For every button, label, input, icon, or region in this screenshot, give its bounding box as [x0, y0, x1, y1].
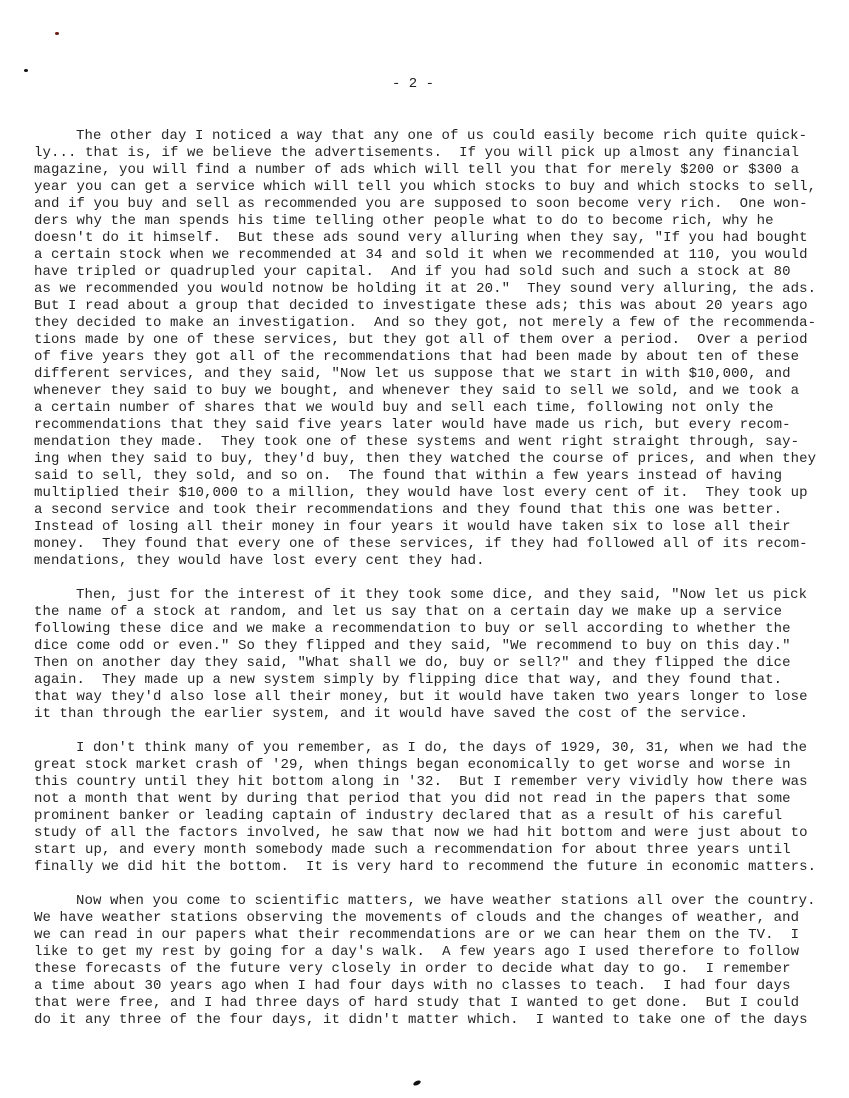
text-line: dice come odd or even." So they flipped and they said, "We recommend to buy on this day."	[34, 638, 791, 654]
text-line: ders why the man spends his time telling other people what to do to become rich, why he	[34, 213, 774, 229]
ink-speck	[55, 32, 59, 35]
text-line: and if you buy and sell as recommended you are supposed to soon become very rich. One won-	[34, 196, 808, 212]
text-line: Then, just for the interest of it they took some dice, and they said, "Now let us pick	[76, 587, 808, 603]
paragraph	[34, 893, 844, 1029]
text-line: great stock market crash of '29, when things began economically to get worse and worse in	[34, 757, 791, 773]
text-line: these forecasts of the future very closely in order to decide what day to go. I remember	[34, 961, 791, 977]
text-line: like to get my rest by going for a day's walk. A few years ago I used therefore to follow	[34, 944, 800, 960]
text-line: the name of a stock at random, and let us say that on a certain day we make up a service	[34, 604, 783, 620]
text-line: a certain stock when we recommended at 34 and sold it when we recommended at 110, you would	[34, 247, 808, 263]
text-line: not a month that went by during that period that you did not read in the papers that some	[34, 791, 791, 807]
text-line: We have weather stations observing the movements of clouds and the changes of weather, and	[34, 910, 800, 926]
text-line: whenever they said to buy we bought, and whenever they said to sell we sold, and we took a	[34, 383, 800, 399]
ink-speck	[24, 69, 28, 72]
text-line: following these dice and we make a recommendation to buy or sell according to whether the	[34, 621, 791, 637]
text-line: mendations, they would have lost every cent they had.	[34, 553, 485, 569]
text-line: again. They made up a new system simply by flipping dice that way, and they found that.	[34, 672, 783, 688]
text-line: mendation they made. They took one of these systems and went right straight through, say-	[34, 434, 800, 450]
text-line: study of all the factors involved, he saw that now we had hit bottom and were just about to	[34, 825, 808, 841]
text-line: as we recommended you would notnow be holding it at 20." They sound very alluring, the ads.	[34, 281, 817, 297]
text-line: recommendations that they said five years later would have made us rich, but every recom-	[34, 417, 791, 433]
text-line: Then on another day they said, "What shall we do, buy or sell?" and they flipped the dice	[34, 655, 791, 671]
text-line: ing when they said to buy, they'd buy, then they watched the course of prices, and when they	[34, 451, 817, 467]
text-line: The other day I noticed a way that any one of us could easily become rich quite quick-	[76, 128, 808, 144]
paragraph	[34, 128, 844, 570]
text-line: this country until they hit bottom along in '32. But I remember very vividly how there was	[34, 774, 808, 790]
text-line: a certain number of shares that we would buy and sell each time, following not only the	[34, 400, 774, 416]
text-line: said to sell, they sold, and so on. The found that within a few years instead of having	[34, 468, 783, 484]
text-line: do it any three of the four days, it didn't matter which. I wanted to take one of the days	[34, 1012, 808, 1028]
text-line: multiplied their $10,000 to a million, they would have lost every cent of it. They took up	[34, 485, 808, 501]
text-line: year you can get a service which will tell you which stocks to buy and which stocks to sell,	[34, 179, 817, 195]
text-line: I don't think many of you remember, as I do, the days of 1929, 30, 31, when we had the	[76, 740, 808, 756]
ink-speck	[413, 1079, 422, 1086]
text-line: we can read in our papers what their recommendations are or we can hear them on the TV. I	[34, 927, 800, 943]
text-line: a second service and took their recommendations and they found that this one was better.	[34, 502, 783, 518]
text-line: a time about 30 years ago when I had four days with no classes to teach. I had four days	[34, 978, 791, 994]
text-line: ly... that is, if we believe the advertisements. If you will pick up almost any financial	[34, 145, 800, 161]
text-line: have tripled or quadrupled your capital. And if you had sold such and such a stock at 80	[34, 264, 791, 280]
paragraph	[34, 740, 844, 876]
text-line: that were free, and I had three days of hard study that I wanted to get done. But I could	[34, 995, 800, 1011]
text-line: of five years they got all of the recommendations that had been made by about ten of these	[34, 349, 800, 365]
text-line: magazine, you will find a number of ads which will tell you that for merely $200 or $300 a	[34, 162, 800, 178]
text-line: tions made by one of these services, but they got all of them over a period. Over a period	[34, 332, 808, 348]
page-number: - 2 -	[392, 76, 435, 92]
paragraph	[34, 587, 844, 723]
text-line: it than through the earlier system, and it would have saved the cost of the service.	[34, 706, 749, 722]
text-line: prominent banker or leading captain of industry declared that as a result of his careful	[34, 808, 783, 824]
text-line: Instead of losing all their money in four years it would have taken six to lose all their	[34, 519, 791, 535]
text-line: different services, and they said, "Now let us suppose that we start in with $10,000, and	[34, 366, 791, 382]
text-line: that way they'd also lose all their money, but it would have taken two years longer to lose	[34, 689, 808, 705]
text-line: money. They found that every one of these services, if they had followed all of its recom-	[34, 536, 808, 552]
text-line: finally we did hit the bottom. It is very hard to recommend the future in economic matters.	[34, 859, 817, 875]
body-text	[34, 128, 844, 1046]
text-line: they decided to make an investigation. And so they got, not merely a few of the recommenda-	[34, 315, 817, 331]
text-line: But I read about a group that decided to investigate these ads; this was about 20 years ago	[34, 298, 808, 314]
text-line: Now when you come to scientific matters, we have weather stations all over the country.	[76, 893, 816, 909]
text-line: doesn't do it himself. But these ads sound very alluring when they say, "If you had bought	[34, 230, 808, 246]
text-line: start up, and every month somebody made such a recommendation for about three years until	[34, 842, 791, 858]
